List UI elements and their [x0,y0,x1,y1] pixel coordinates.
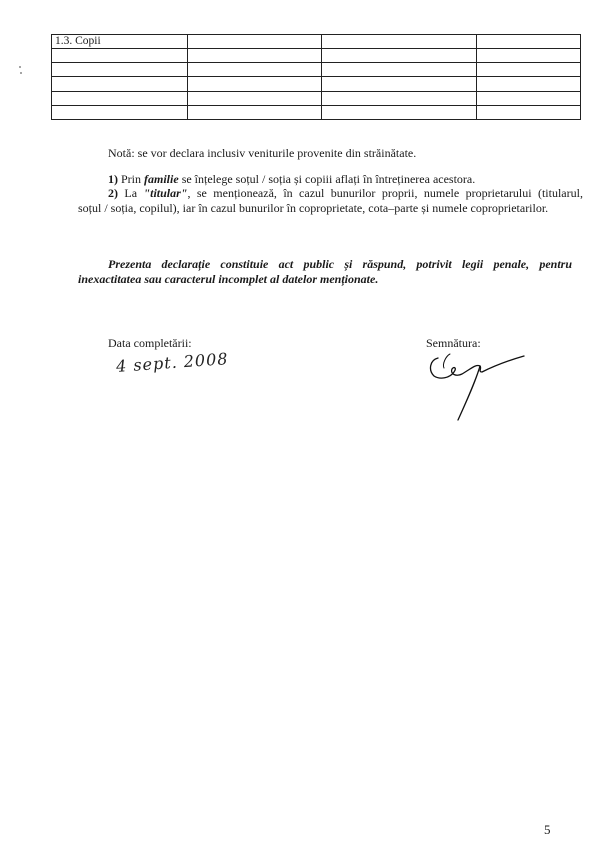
footnote-2-line-1 [108,186,583,201]
table-row [52,49,581,63]
footnote-2-number: 2) [108,186,118,200]
table-row [52,105,581,119]
table-cell [322,35,477,49]
table-cell [188,35,322,49]
children-income-table [51,34,581,120]
table-row [52,63,581,77]
table-cell [477,77,581,91]
handwritten-date: 4 sept. 2008 [115,349,230,376]
table-cell [188,63,322,77]
table-cell [188,49,322,63]
table-cell [188,105,322,119]
table-cell [322,91,477,105]
table-cell [477,49,581,63]
footnote-2-term: "titular" [143,186,188,200]
table-cell [322,63,477,77]
table-cell [477,91,581,105]
table-cell: 1.3. Copii [52,35,188,49]
footnote-1-term: familie [144,172,179,186]
handwritten-signature [420,336,530,426]
footnote-1-text: se înțelege soțul / soția și copiii aflați în întreținerea acestora. [178,172,476,186]
footnote-2-prefix: La [118,186,144,200]
declaration-line-1: Prezenta declarație constituie act public și răspund, potrivit legii penale, pentru [108,257,573,271]
table-cell [322,77,477,91]
scan-speck [19,66,21,68]
table-cell [188,77,322,91]
signature-label: Semnătura: [426,336,481,350]
date-label: Data completării: [108,336,192,350]
table-cell [322,105,477,119]
table-cell [322,49,477,63]
declaration-line-2: inexactitatea sau caracterul incomplet al datelor menționate. [78,272,379,286]
table-row [52,35,581,49]
footnote-1-number: 1) [108,172,118,186]
table-cell [188,91,322,105]
table-cell [477,63,581,77]
footnote-2-text: , se menționează, în cazul bunurilor proprii, numele proprietarului (titularul, [187,186,583,200]
note-foreign-income: Notă: se vor declara inclusiv veniturile provenite din străinătate. [108,146,417,160]
footnote-2-line-2: soțul / soția, copilul), iar în cazul bunurilor în coproprietate, cota–parte și numele coproprietarilor. [78,201,549,215]
table-cell [477,35,581,49]
page-number: 5 [544,822,551,837]
footnote-1-prefix: Prin [118,172,145,186]
table-cell [52,91,188,105]
table-cell [52,63,188,77]
table-cell [52,105,188,119]
scan-speck [20,72,22,74]
table-row [52,77,581,91]
table-cell [477,105,581,119]
table-cell [52,77,188,91]
table-cell [52,49,188,63]
footnote-1 [108,172,475,187]
table-row [52,91,581,105]
